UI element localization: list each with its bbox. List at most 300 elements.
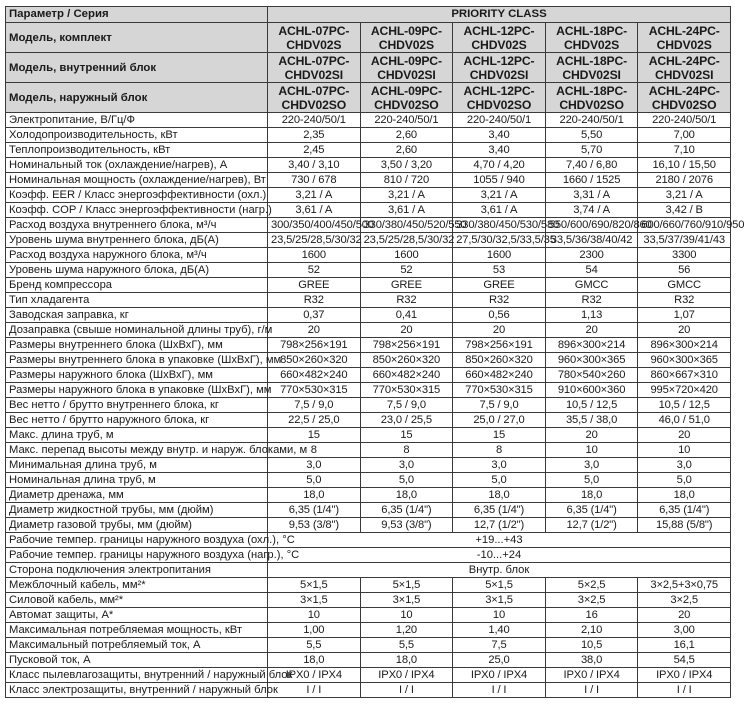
- value-cell: 20: [545, 428, 638, 443]
- parameter-label: Расход воздуха наружного блока, м³/ч: [6, 248, 268, 263]
- value-cell: 20: [268, 323, 361, 338]
- value-cell: 5,0: [360, 473, 453, 488]
- value-cell: 27,5/30/32,5/33,5/35: [453, 233, 546, 248]
- value-cell: 3,21 / A: [268, 188, 361, 203]
- model-row-label: Модель, наружный блок: [6, 83, 268, 113]
- value-cell: 770×530×315: [360, 383, 453, 398]
- value-cell: 5×2,5: [545, 578, 638, 593]
- value-cell: 660×482×240: [268, 368, 361, 383]
- value-cell: GREE: [360, 278, 453, 293]
- parameter-label: Заводская заправка, кг: [6, 308, 268, 323]
- value-cell: 10: [545, 443, 638, 458]
- table-row: [6, 518, 731, 533]
- value-cell: 16,1: [638, 638, 731, 653]
- value-cell: 35,5 / 38,0: [545, 413, 638, 428]
- parameter-label: Дозаправка (свыше номинальной длины труб), г/м: [6, 323, 268, 338]
- merged-value-cell: -10...+24: [268, 548, 731, 563]
- value-cell: 850×260×320: [360, 353, 453, 368]
- value-cell: 2,35: [268, 128, 361, 143]
- table-row: [6, 323, 731, 338]
- table-row: [6, 683, 731, 698]
- model-name-cell: [545, 53, 638, 83]
- value-cell: R32: [360, 293, 453, 308]
- value-cell: 16: [545, 608, 638, 623]
- parameter-label: Класс электрозащиты, внутренний / наружный блок: [6, 683, 268, 698]
- value-cell: 810 / 720: [360, 173, 453, 188]
- value-cell: 5,0: [268, 473, 361, 488]
- model-name-cell: [360, 83, 453, 113]
- table-row: [6, 668, 731, 683]
- table-row: [6, 248, 731, 263]
- model-name-cell: [453, 53, 546, 83]
- value-cell: 18,0: [360, 488, 453, 503]
- parameter-label: Вес нетто / брутто внутреннего блока, кг: [6, 398, 268, 413]
- value-cell: I / I: [638, 683, 731, 698]
- value-cell: 18,0: [453, 488, 546, 503]
- parameter-label: Максимальная потребляемая мощность, кВт: [6, 623, 268, 638]
- model-row-label: Модель, внутренний блок: [6, 53, 268, 83]
- table-row: [6, 638, 731, 653]
- value-cell: 220-240/50/1: [268, 113, 361, 128]
- model-row: [6, 83, 731, 113]
- table-row: [6, 218, 731, 233]
- table-row: [6, 458, 731, 473]
- parameter-label: Минимальная длина труб, м: [6, 458, 268, 473]
- model-name-line: ACHL-07PC-: [278, 23, 350, 38]
- model-name-cell: [360, 53, 453, 83]
- model-name-line: ACHL-24PC-: [648, 23, 720, 38]
- value-cell: 770×530×315: [268, 383, 361, 398]
- value-cell: 54: [545, 263, 638, 278]
- value-cell: 8: [268, 443, 361, 458]
- value-cell: 798×256×191: [453, 338, 546, 353]
- value-cell: GMCC: [545, 278, 638, 293]
- table-row: [6, 428, 731, 443]
- value-cell: 5,70: [545, 143, 638, 158]
- value-cell: 780×540×260: [545, 368, 638, 383]
- model-name-line: CHDV02S: [378, 37, 434, 52]
- parameter-label: Максимальный потребляемый ток, А: [6, 638, 268, 653]
- parameter-label: Номинальная длина труб, м: [6, 473, 268, 488]
- value-cell: 18,0: [638, 488, 731, 503]
- table-row: [6, 503, 731, 518]
- value-cell: 0,41: [360, 308, 453, 323]
- model-name-line: ACHL-18PC-: [556, 23, 628, 38]
- parameter-label: Бренд компрессора: [6, 278, 268, 293]
- model-name-cell: [453, 23, 546, 53]
- table-row: [6, 293, 731, 308]
- value-cell: 20: [638, 608, 731, 623]
- value-cell: R32: [638, 293, 731, 308]
- value-cell: 3,50 / 3,20: [360, 158, 453, 173]
- value-cell: 3,0: [453, 458, 546, 473]
- table-row: [6, 398, 731, 413]
- value-cell: 38,0: [545, 653, 638, 668]
- value-cell: 550/600/690/820/860: [545, 218, 638, 233]
- parameter-label: Сторона подключения электропитания: [6, 563, 268, 578]
- value-cell: 6,35 (1/4"): [360, 503, 453, 518]
- value-cell: 2,60: [360, 128, 453, 143]
- value-cell: 23,5/25/28,5/30/32: [360, 233, 453, 248]
- value-cell: 5×1,5: [453, 578, 546, 593]
- value-cell: 3,40 / 3,10: [268, 158, 361, 173]
- model-name-line: CHDV02SO: [651, 97, 717, 112]
- model-name-line: ACHL-12PC-: [463, 83, 535, 98]
- table-row: [6, 623, 731, 638]
- table-row: [6, 158, 731, 173]
- value-cell: 7,5 / 9,0: [268, 398, 361, 413]
- parameter-label: Диаметр жидкостной трубы, мм (дюйм): [6, 503, 268, 518]
- table-row-merged: [6, 563, 731, 578]
- value-cell: 16,10 / 15,50: [638, 158, 731, 173]
- value-cell: 20: [453, 323, 546, 338]
- value-cell: 770×530×315: [453, 383, 546, 398]
- value-cell: 3×2,5: [545, 593, 638, 608]
- value-cell: 3,40: [453, 143, 546, 158]
- value-cell: 1,13: [545, 308, 638, 323]
- parameter-label: Рабочие темпер. границы наружного воздуха (охл.), °С: [6, 533, 268, 548]
- value-cell: 15: [453, 428, 546, 443]
- value-cell: 3,42 / B: [638, 203, 731, 218]
- value-cell: GMCC: [638, 278, 731, 293]
- value-cell: 3,21 / A: [360, 188, 453, 203]
- model-name-line: CHDV02S: [656, 37, 712, 52]
- value-cell: 850×260×320: [453, 353, 546, 368]
- table-row: [6, 608, 731, 623]
- table-row: [6, 128, 731, 143]
- value-cell: 3,74 / A: [545, 203, 638, 218]
- value-cell: IPX0 / IPX4: [268, 668, 361, 683]
- table-row: [6, 443, 731, 458]
- value-cell: 6,35 (1/4"): [638, 503, 731, 518]
- value-cell: 0,37: [268, 308, 361, 323]
- table-row: [6, 413, 731, 428]
- value-cell: 3,61 / A: [453, 203, 546, 218]
- value-cell: 3,0: [545, 458, 638, 473]
- value-cell: 3,61 / A: [268, 203, 361, 218]
- value-cell: 1055 / 940: [453, 173, 546, 188]
- model-name-cell: [268, 23, 361, 53]
- value-cell: 12,7 (1/2"): [453, 518, 546, 533]
- model-name-line: CHDV02S: [471, 37, 527, 52]
- model-name-line: CHDV02SI: [377, 67, 436, 82]
- value-cell: 10: [268, 608, 361, 623]
- value-cell: 910×600×360: [545, 383, 638, 398]
- model-name-cell: [545, 23, 638, 53]
- value-cell: 896×300×214: [638, 338, 731, 353]
- model-name-cell: [638, 53, 731, 83]
- value-cell: R32: [545, 293, 638, 308]
- model-name-line: ACHL-24PC-: [648, 53, 720, 68]
- value-cell: I / I: [545, 683, 638, 698]
- parameter-label: Расход воздуха внутреннего блока, м³/ч: [6, 218, 268, 233]
- model-row-label: Модель, комплект: [6, 23, 268, 53]
- value-cell: 5,0: [638, 473, 731, 488]
- value-cell: 8: [453, 443, 546, 458]
- value-cell: 0,56: [453, 308, 546, 323]
- value-cell: 15: [360, 428, 453, 443]
- header-row: [6, 7, 731, 23]
- value-cell: 52: [360, 263, 453, 278]
- parameter-label: Коэфф. COP / Класс энергоэффективности (нагр.): [6, 203, 268, 218]
- model-name-cell: [268, 53, 361, 83]
- value-cell: 56: [638, 263, 731, 278]
- value-cell: 10,5 / 12,5: [638, 398, 731, 413]
- table-row: [6, 173, 731, 188]
- value-cell: 7,5 / 9,0: [453, 398, 546, 413]
- value-cell: 18,0: [268, 488, 361, 503]
- parameter-label: Номинальная мощность (охлаждение/нагрев), Вт: [6, 173, 268, 188]
- value-cell: 1,00: [268, 623, 361, 638]
- model-name-line: CHDV02SO: [466, 97, 532, 112]
- value-cell: 5,50: [545, 128, 638, 143]
- model-name-line: ACHL-12PC-: [463, 23, 535, 38]
- model-name-line: ACHL-24PC-: [648, 83, 720, 98]
- value-cell: 1600: [268, 248, 361, 263]
- value-cell: 3,21 / A: [453, 188, 546, 203]
- parameter-label: Номинальный ток (охлаждение/нагрев), А: [6, 158, 268, 173]
- model-name-line: ACHL-07PC-: [278, 53, 350, 68]
- value-cell: 3×1,5: [268, 593, 361, 608]
- model-name-line: ACHL-09PC-: [370, 23, 442, 38]
- value-cell: 7,5 / 9,0: [360, 398, 453, 413]
- parameter-label: Пусковой ток, А: [6, 653, 268, 668]
- model-name-line: CHDV02S: [286, 37, 342, 52]
- table-row: [6, 278, 731, 293]
- value-cell: 220-240/50/1: [638, 113, 731, 128]
- value-cell: 220-240/50/1: [453, 113, 546, 128]
- value-cell: 220-240/50/1: [360, 113, 453, 128]
- value-cell: 9,53 (3/8"): [360, 518, 453, 533]
- value-cell: 850×260×320: [268, 353, 361, 368]
- table-row: [6, 473, 731, 488]
- table-row: [6, 368, 731, 383]
- value-cell: 995×720×420: [638, 383, 731, 398]
- value-cell: 3,0: [360, 458, 453, 473]
- value-cell: IPX0 / IPX4: [638, 668, 731, 683]
- parameter-label: Силовой кабель, мм²*: [6, 593, 268, 608]
- table-row: [6, 113, 731, 128]
- value-cell: 6,35 (1/4"): [453, 503, 546, 518]
- parameter-label: Класс пылевлагозащиты, внутренний / наружный блок: [6, 668, 268, 683]
- value-cell: I / I: [453, 683, 546, 698]
- value-cell: 12,7 (1/2"): [545, 518, 638, 533]
- value-cell: 46,0 / 51,0: [638, 413, 731, 428]
- value-cell: 33,5/36/38/40/42: [545, 233, 638, 248]
- value-cell: 3×2,5+3×0,75: [638, 578, 731, 593]
- value-cell: 220-240/50/1: [545, 113, 638, 128]
- value-cell: 5,5: [268, 638, 361, 653]
- parameter-label: Макс. перепад высоты между внутр. и наруж. блоками, м: [6, 443, 268, 458]
- value-cell: 1600: [453, 248, 546, 263]
- parameter-label: Размеры наружного блока (ШхВхГ), мм: [6, 368, 268, 383]
- value-cell: 20: [638, 323, 731, 338]
- value-cell: 3,40: [453, 128, 546, 143]
- value-cell: 18,0: [268, 653, 361, 668]
- value-cell: 20: [638, 428, 731, 443]
- model-name-line: ACHL-09PC-: [370, 53, 442, 68]
- model-name-line: CHDV02SI: [654, 67, 714, 82]
- value-cell: 23,0 / 25,5: [360, 413, 453, 428]
- value-cell: 7,10: [638, 143, 731, 158]
- parameter-label: Уровень шума внутреннего блока, дБ(А): [6, 233, 268, 248]
- value-cell: 3300: [638, 248, 731, 263]
- table-row: [6, 188, 731, 203]
- value-cell: 1660 / 1525: [545, 173, 638, 188]
- parameter-label: Макс. длина труб, м: [6, 428, 268, 443]
- value-cell: 1,07: [638, 308, 731, 323]
- model-name-line: CHDV02SI: [284, 67, 343, 82]
- series-title: PRIORITY CLASS: [268, 7, 731, 23]
- value-cell: 798×256×191: [268, 338, 361, 353]
- value-cell: 5×1,5: [268, 578, 361, 593]
- value-cell: 54,5: [638, 653, 731, 668]
- table-row: [6, 143, 731, 158]
- value-cell: 7,00: [638, 128, 731, 143]
- value-cell: 3,21 / A: [638, 188, 731, 203]
- parameter-label: Размеры внутреннего блока (ШхВхГ), мм: [6, 338, 268, 353]
- value-cell: 3,31 / A: [545, 188, 638, 203]
- value-cell: 18,0: [545, 488, 638, 503]
- value-cell: IPX0 / IPX4: [360, 668, 453, 683]
- value-cell: I / I: [360, 683, 453, 698]
- value-cell: 6,35 (1/4"): [268, 503, 361, 518]
- model-name-line: ACHL-12PC-: [463, 53, 535, 68]
- value-cell: 960×300×365: [638, 353, 731, 368]
- value-cell: 730 / 678: [268, 173, 361, 188]
- model-name-line: ACHL-18PC-: [556, 83, 628, 98]
- value-cell: 3,00: [638, 623, 731, 638]
- value-cell: 300/350/400/450/500: [268, 218, 361, 233]
- value-cell: 20: [545, 323, 638, 338]
- value-cell: 3×1,5: [360, 593, 453, 608]
- value-cell: 1,40: [453, 623, 546, 638]
- value-cell: 53: [453, 263, 546, 278]
- value-cell: IPX0 / IPX4: [545, 668, 638, 683]
- parameter-label: Уровень шума наружного блока, дБ(А): [6, 263, 268, 278]
- table-row: [6, 653, 731, 668]
- value-cell: 15,88 (5/8"): [638, 518, 731, 533]
- value-cell: 798×256×191: [360, 338, 453, 353]
- value-cell: 10: [360, 608, 453, 623]
- value-cell: R32: [268, 293, 361, 308]
- model-row: [6, 23, 731, 53]
- value-cell: 2,10: [545, 623, 638, 638]
- merged-value-cell: Внутр. блок: [268, 563, 731, 578]
- model-name-line: ACHL-18PC-: [556, 53, 628, 68]
- value-cell: 1600: [360, 248, 453, 263]
- parameter-label: Электропитание, В/Гц/Ф: [6, 113, 268, 128]
- value-cell: 9,53 (3/8"): [268, 518, 361, 533]
- table-row: [6, 308, 731, 323]
- value-cell: 6,35 (1/4"): [545, 503, 638, 518]
- parameter-label: Тип хладагента: [6, 293, 268, 308]
- model-row: [6, 53, 731, 83]
- parameter-label: Автомат защиты, А*: [6, 608, 268, 623]
- table-row: [6, 383, 731, 398]
- model-name-line: CHDV02SO: [559, 97, 624, 112]
- value-cell: 1,20: [360, 623, 453, 638]
- value-cell: 2180 / 2076: [638, 173, 731, 188]
- parameter-label: Теплопроизводительность, кВт: [6, 143, 268, 158]
- value-cell: 5,0: [545, 473, 638, 488]
- param-series-label: Параметр / Серия: [6, 7, 268, 23]
- value-cell: 10,5: [545, 638, 638, 653]
- value-cell: IPX0 / IPX4: [453, 668, 546, 683]
- value-cell: 23,5/25/28,5/30/32: [268, 233, 361, 248]
- value-cell: 600/660/760/910/950: [638, 218, 731, 233]
- table-row: [6, 203, 731, 218]
- value-cell: GREE: [453, 278, 546, 293]
- model-name-cell: [545, 83, 638, 113]
- value-cell: 4,70 / 4,20: [453, 158, 546, 173]
- value-cell: 52: [268, 263, 361, 278]
- model-name-line: CHDV02SI: [562, 67, 621, 82]
- value-cell: 33,5/37/39/41/43: [638, 233, 731, 248]
- value-cell: 3×1,5: [453, 593, 546, 608]
- value-cell: 7,5: [453, 638, 546, 653]
- parameter-label: Диаметр дренажа, мм: [6, 488, 268, 503]
- value-cell: 8: [360, 443, 453, 458]
- value-cell: 10: [453, 608, 546, 623]
- value-cell: 860×667×310: [638, 368, 731, 383]
- value-cell: 10,5 / 12,5: [545, 398, 638, 413]
- value-cell: 2,60: [360, 143, 453, 158]
- value-cell: 5,0: [453, 473, 546, 488]
- parameter-label: Размеры внутреннего блока в упаковке (ШхВхГ), мм: [6, 353, 268, 368]
- parameter-label: Холодопроизводительность, кВт: [6, 128, 268, 143]
- model-name-line: CHDV02S: [563, 37, 620, 52]
- table-row: [6, 338, 731, 353]
- table-row-merged: [6, 533, 731, 548]
- value-cell: 2,45: [268, 143, 361, 158]
- model-name-cell: [360, 23, 453, 53]
- value-cell: 2300: [545, 248, 638, 263]
- value-cell: 7,40 / 6,80: [545, 158, 638, 173]
- parameter-label: Диаметр газовой трубы, мм (дюйм): [6, 518, 268, 533]
- model-name-line: CHDV02SO: [281, 97, 347, 112]
- model-name-line: ACHL-09PC-: [370, 83, 442, 98]
- table-row: [6, 593, 731, 608]
- value-cell: 15: [268, 428, 361, 443]
- value-cell: 10: [638, 443, 731, 458]
- model-name-cell: [638, 23, 731, 53]
- value-cell: 330/380/450/520/550: [360, 218, 453, 233]
- table-row: [6, 263, 731, 278]
- model-name-line: CHDV02SI: [469, 67, 529, 82]
- value-cell: 25,0: [453, 653, 546, 668]
- parameter-label: Межблочный кабель, мм²*: [6, 578, 268, 593]
- value-cell: 5,5: [360, 638, 453, 653]
- table-row: [6, 353, 731, 368]
- parameter-label: Размеры наружного блока в упаковке (ШхВхГ), мм: [6, 383, 268, 398]
- value-cell: 330/380/450/530/580: [453, 218, 546, 233]
- model-name-line: ACHL-07PC-: [278, 83, 350, 98]
- value-cell: 660×482×240: [360, 368, 453, 383]
- table-row: [6, 488, 731, 503]
- parameter-label: Коэфф. EER / Класс энергоэффективности (охл.): [6, 188, 268, 203]
- value-cell: I / I: [268, 683, 361, 698]
- model-name-cell: [638, 83, 731, 113]
- value-cell: 3×2,5: [638, 593, 731, 608]
- model-name-cell: [268, 83, 361, 113]
- table-row: [6, 233, 731, 248]
- value-cell: 22,5 / 25,0: [268, 413, 361, 428]
- value-cell: 896×300×214: [545, 338, 638, 353]
- value-cell: 18,0: [360, 653, 453, 668]
- model-name-cell: [453, 83, 546, 113]
- value-cell: 3,0: [638, 458, 731, 473]
